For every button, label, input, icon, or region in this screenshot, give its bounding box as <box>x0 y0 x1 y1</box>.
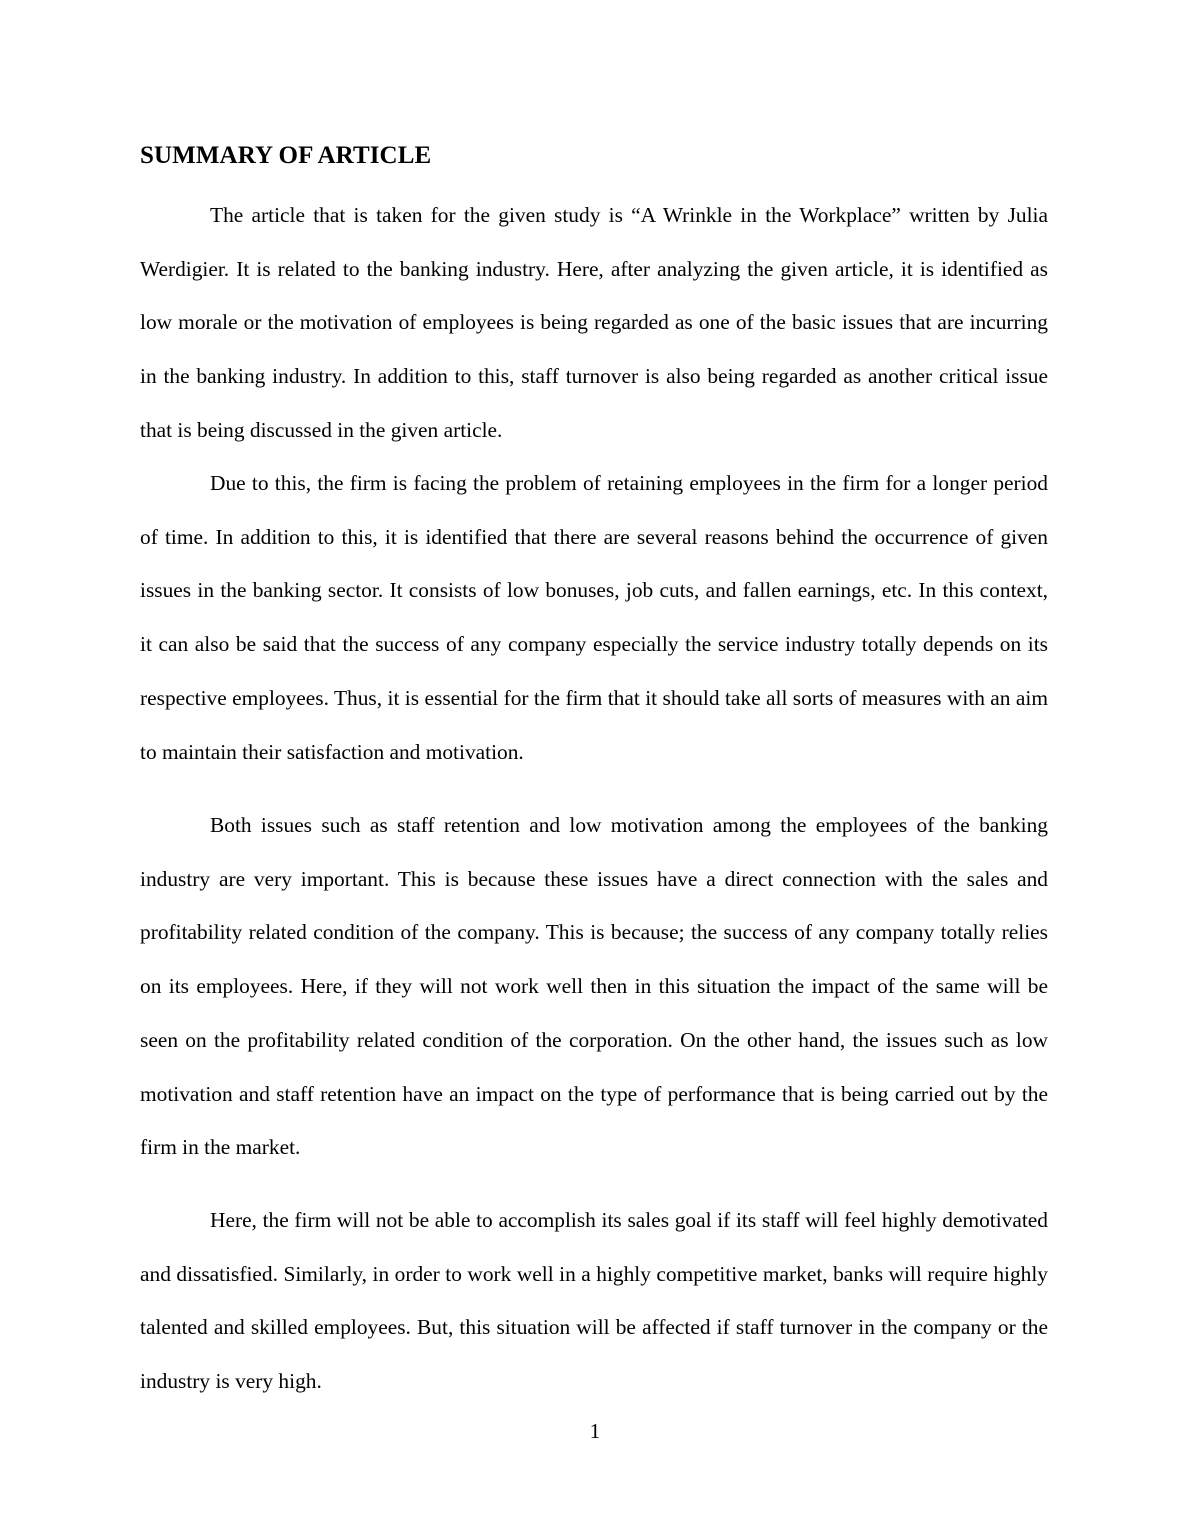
paragraph-4: Here, the firm will not be able to accomplish its sales goal if its staff will feel highly demotivated and dissatisfied. Similarly, in order to work well in a highly competitive market, banks will require highly talented and skilled employees. But, this situation will be affected if staff turnover in the company or the industry is very high. <box>140 1208 1048 1394</box>
page-number: 1 <box>589 1419 601 1443</box>
paragraph-2: Due to this, the firm is facing the problem of retaining employees in the firm for a longer period of time. In addition to this, it is identified that there are several reasons behind the occurrence of given issues in the banking sector. It consists of low bonuses, job cuts, and fallen earnings, etc. In this context, it can also be said that the success of any company especially the service industry totally depends on its respective employees. Thus, it is essential for the firm that it should take all sorts of measures with an aim to maintain their satisfaction and motivation. <box>140 471 1048 764</box>
paragraph-1: The article that is taken for the given study is “A Wrinkle in the Workplace” written by Julia Werdigier. It is related to the banking industry. Here, after analyzing the given article, it is identified as low morale or the motivation of employees is being regarded as one of the basic issues that are incurring in the banking industry. In addition to this, staff turnover is also being regarded as another critical issue that is being discussed in the given article. <box>140 203 1048 442</box>
page-title: SUMMARY OF ARTICLE <box>140 142 432 169</box>
paragraph-3: Both issues such as staff retention and low motivation among the employees of the banking industry are very important. This is because these issues have a direct connection with the sales and profitability related condition of the company. This is because; the success of any company totally relies on its employees. Here, if they will not work well then in this situation the impact of the same will be seen on the profitability related condition of the corporation. On the other hand, the issues such as low motivation and staff retention have an impact on the type of performance that is being carried out by the firm in the market. <box>140 813 1048 1160</box>
